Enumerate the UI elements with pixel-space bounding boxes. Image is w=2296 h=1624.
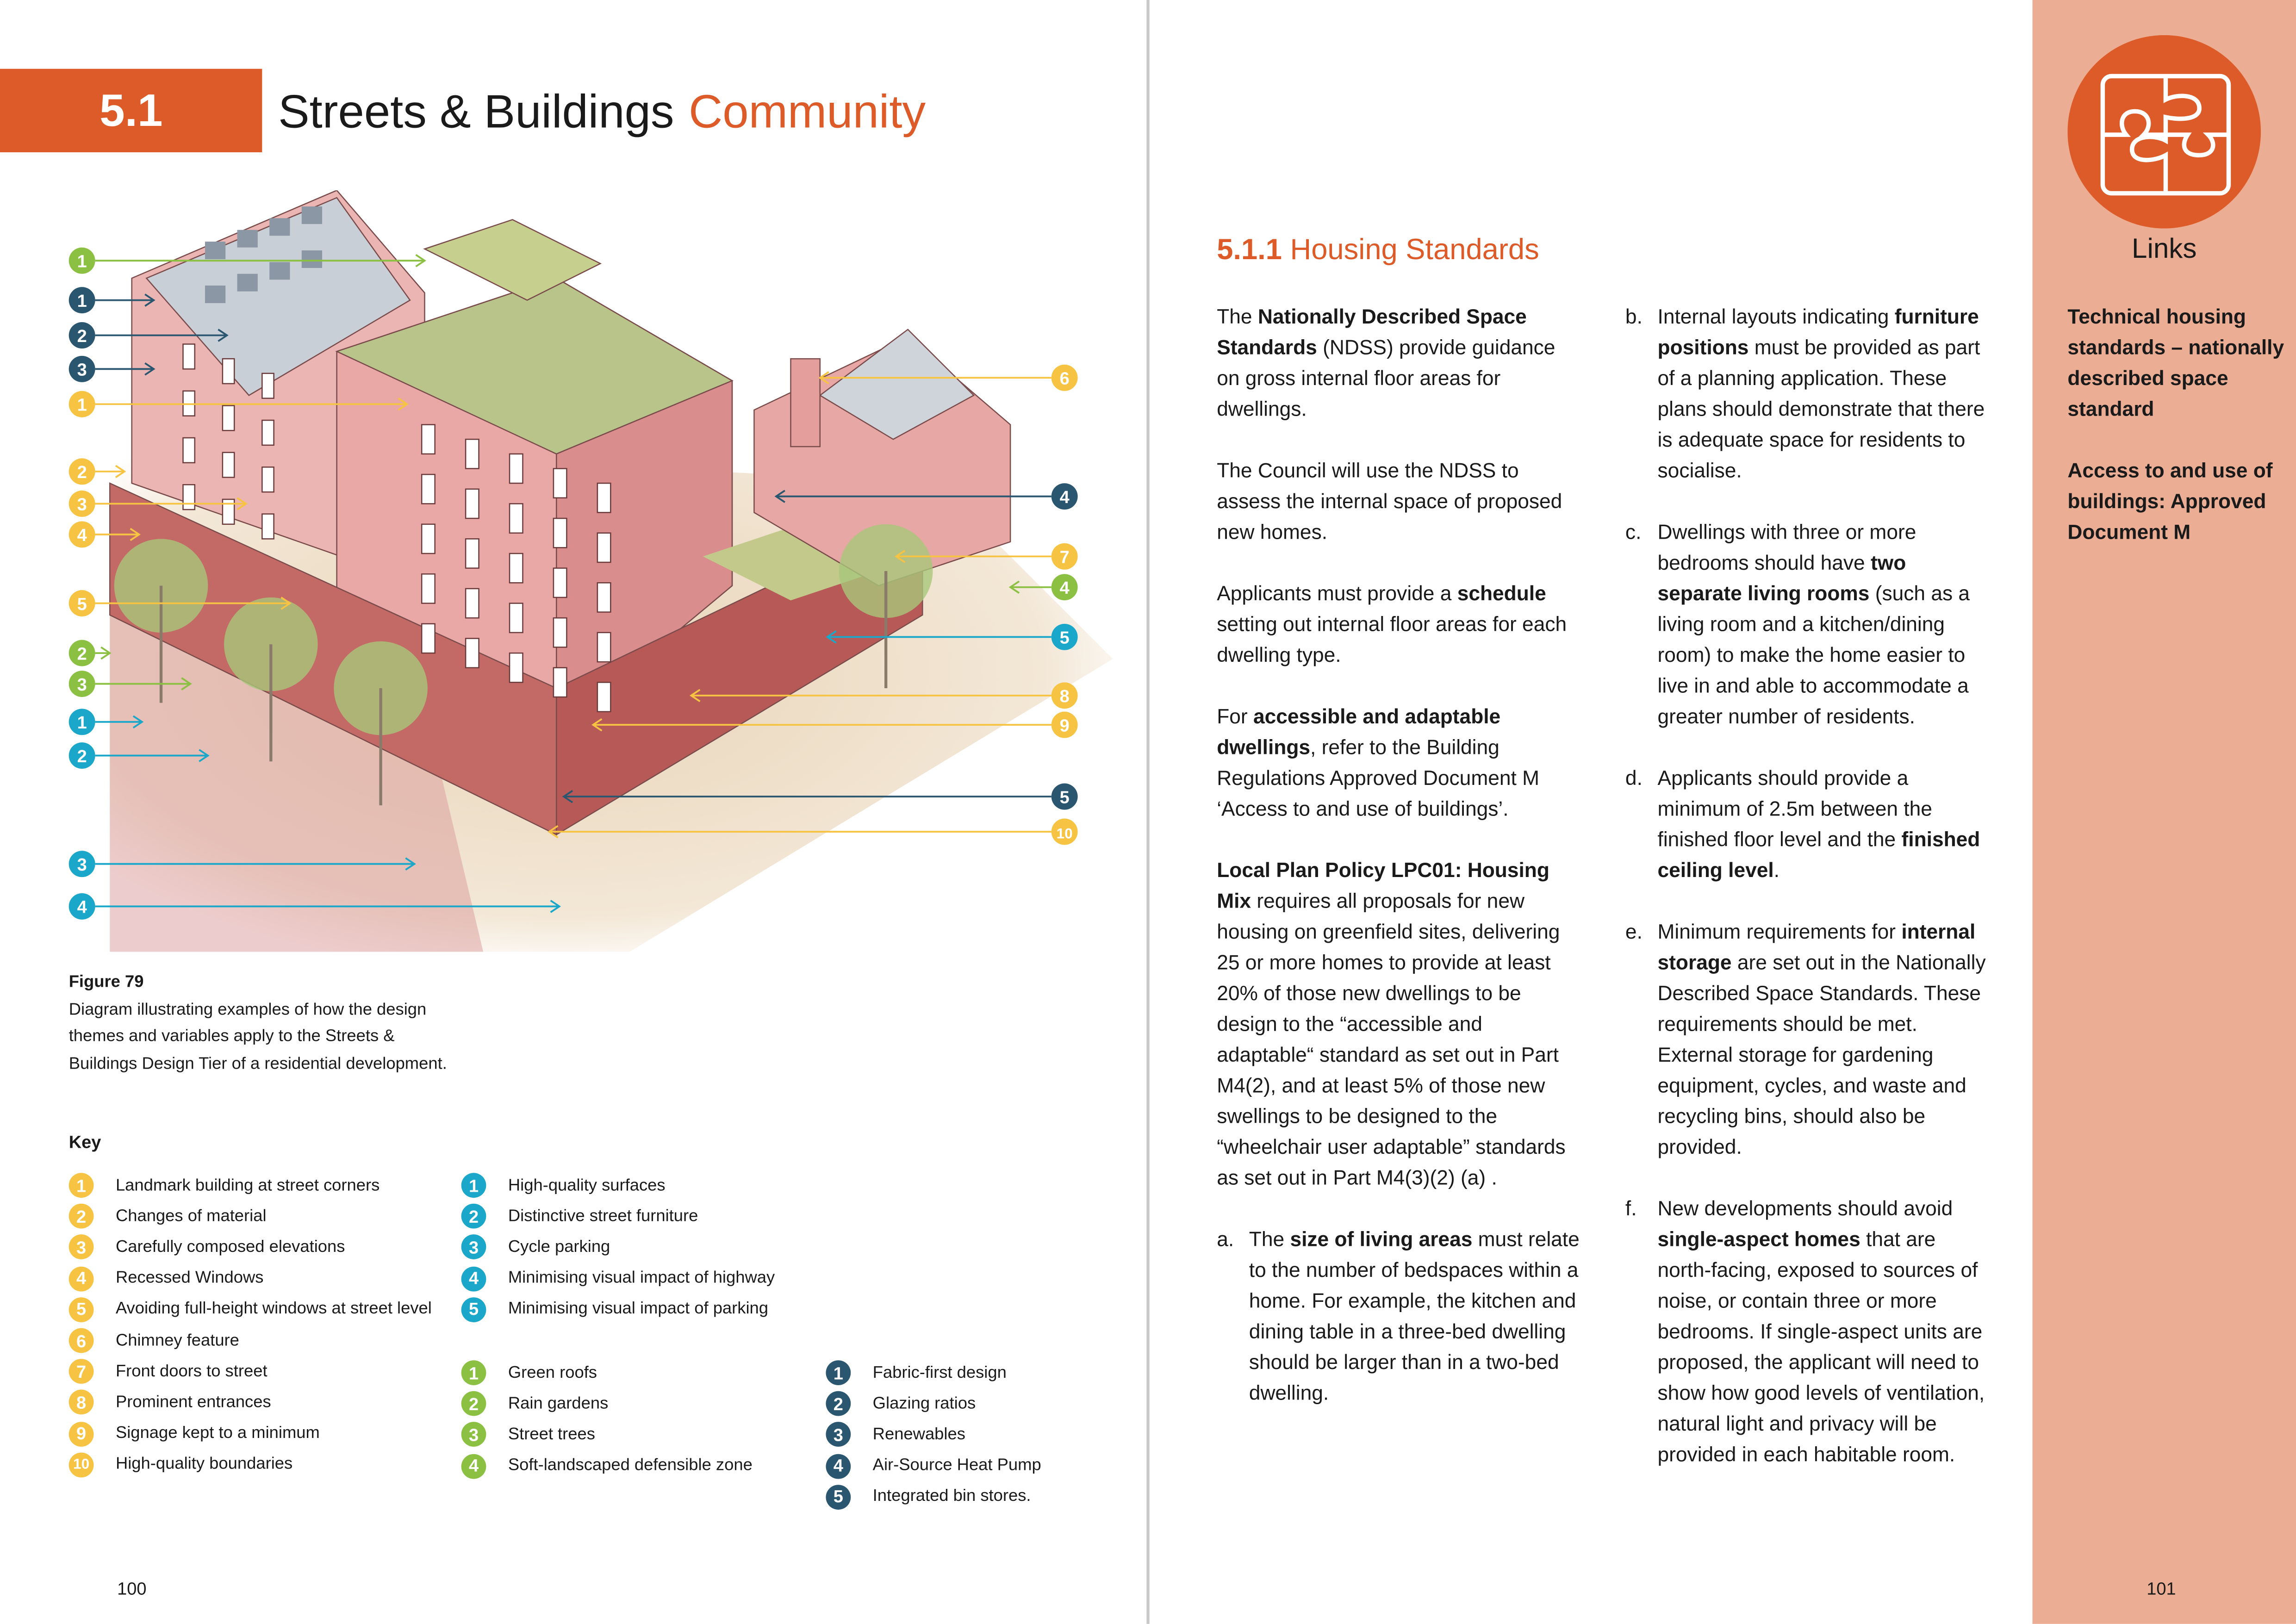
window <box>466 439 479 468</box>
key-item-yellow-8 <box>69 1390 271 1415</box>
window <box>183 438 194 463</box>
marker-number: 1 <box>77 395 87 415</box>
text: setting out internal floor areas for each dwelling type. <box>1217 612 1567 666</box>
key-label: Avoiding full-height windows at street level <box>115 1300 432 1319</box>
marker-number: 1 <box>77 291 87 311</box>
paragraph <box>1217 579 1580 671</box>
key-item-green-4 <box>461 1453 753 1478</box>
window <box>597 533 610 562</box>
key-item-navy-2 <box>826 1391 976 1416</box>
marker-number: 4 <box>77 526 87 546</box>
text: , refer to the Building Regulations Approved Document M ‘Access to and use of buildings’. <box>1217 735 1540 820</box>
bold-text: accessible and adaptable dwellings <box>1217 704 1501 759</box>
key-badge: 5 <box>461 1297 486 1322</box>
key-label: High-quality boundaries <box>115 1456 293 1474</box>
title-accent: Community <box>689 85 926 138</box>
marker-number: 3 <box>77 360 87 380</box>
paragraph <box>1217 302 1580 425</box>
window <box>466 638 479 667</box>
bold-text: schedule <box>1457 581 1546 605</box>
title-main: Streets & Buildings <box>278 85 674 138</box>
list-text <box>1658 517 1991 732</box>
bold-text: size of living areas <box>1290 1227 1473 1251</box>
marker-number: 2 <box>77 463 87 483</box>
marker-number: 2 <box>77 644 87 664</box>
links-list <box>2067 302 2287 579</box>
key-item-green-3 <box>461 1422 595 1447</box>
section-number-label: 5.1.1 <box>1217 234 1282 267</box>
bold-text: Nationally Described Space Standards <box>1217 305 1527 359</box>
list-letter: b. <box>1625 305 1643 328</box>
key-badge: 5 <box>69 1297 94 1322</box>
key-item-navy-4 <box>826 1453 1041 1478</box>
key-label: Recessed Windows <box>115 1269 264 1288</box>
text: Dwellings with three or more bedrooms should have <box>1657 520 1916 574</box>
bold-text: two separate living rooms <box>1657 550 1906 605</box>
marker-number: 7 <box>1059 548 1070 567</box>
marker-number: 5 <box>1059 788 1070 808</box>
bold-text: internal storage <box>1657 919 1976 974</box>
text: must relate to the number of bedspaces within a home. For example, the kitchen and dining table in a three-bed dwelling should be larger than in a two-bed dwelling. <box>1249 1227 1580 1405</box>
key-label: Signage kept to a minimum <box>115 1425 320 1443</box>
marker-number: 2 <box>77 747 87 766</box>
key-badge: 4 <box>826 1453 851 1478</box>
list-item-f <box>1625 1194 1991 1470</box>
window <box>510 554 523 583</box>
key-label: Air-Source Heat Pump <box>872 1457 1041 1475</box>
section-number: 5.1 <box>0 69 262 152</box>
solar-panel <box>269 218 290 236</box>
list-text <box>1658 917 1991 1163</box>
text: New developments should avoid <box>1657 1196 1953 1220</box>
marker-number: 8 <box>1059 687 1070 707</box>
key-item-navy-1 <box>826 1360 1006 1385</box>
key-item-blue-5 <box>461 1297 768 1322</box>
key-badge: 8 <box>69 1390 94 1415</box>
window <box>554 568 566 597</box>
key-badge: 2 <box>69 1204 94 1229</box>
window <box>262 373 274 398</box>
marker-number: 1 <box>77 713 87 733</box>
key-item-blue-3 <box>461 1235 610 1260</box>
section-title: Housing Standards <box>1290 234 1539 267</box>
text: The <box>1249 1227 1290 1251</box>
key-label: Minimising visual impact of highway <box>508 1269 775 1288</box>
solar-panel <box>237 274 258 292</box>
window <box>223 405 234 430</box>
key-badge: 6 <box>69 1328 94 1353</box>
paragraph <box>1217 455 1580 548</box>
window <box>554 618 566 647</box>
list-item-c <box>1625 517 1991 732</box>
text: are set out in the Nationally Described Space Standards. These requirements should be met. External storage for gardening equipment, cycles, and waste and recycling bins, should also be provided. <box>1657 950 1986 1158</box>
text: requires all proposals for new housing on greenfield sites, delivering 25 or more homes to provide at least 20% of those new dwellings to be design to the “accessible and adaptable“ standard as set out in Part M4(2), and at least 5% of those new swellings to be designed to the “wheelchair user adaptable” standards as set out in Part M4(3)(2) (a) . <box>1217 889 1566 1189</box>
key-item-yellow-5 <box>69 1297 432 1322</box>
key-badge: 10 <box>69 1452 94 1477</box>
text: For <box>1217 704 1253 728</box>
marker-number: 3 <box>77 675 87 695</box>
marker-number: 4 <box>77 897 87 917</box>
marker-number: 4 <box>1059 578 1070 598</box>
marker-number: 5 <box>77 594 87 614</box>
paragraph <box>1217 855 1580 1194</box>
key-badge: 1 <box>461 1173 486 1198</box>
window <box>597 483 610 512</box>
key-badge: 4 <box>461 1453 486 1478</box>
paragraph <box>1217 702 1580 825</box>
window <box>597 633 610 662</box>
isometric-building-diagram <box>59 190 1113 966</box>
window <box>422 574 435 603</box>
key-badge: 7 <box>69 1359 94 1384</box>
key-title: Key <box>68 1132 101 1152</box>
key-badge: 3 <box>826 1422 851 1447</box>
window <box>422 624 435 653</box>
figure-caption <box>69 970 450 1078</box>
key-label: Carefully composed elevations <box>115 1238 345 1257</box>
key-item-yellow-2 <box>69 1204 267 1229</box>
list-text <box>1249 1224 1580 1409</box>
list-letter: a. <box>1217 1227 1234 1251</box>
links-title: Links <box>2132 234 2197 265</box>
text: Applicants should provide a minimum of 2.5m between the finished floor level and the <box>1657 765 1932 851</box>
key-badge: 1 <box>826 1360 851 1385</box>
key-badge: 5 <box>826 1485 851 1510</box>
key-label: Distinctive street furniture <box>508 1207 698 1226</box>
text: Internal layouts indicating <box>1657 305 1895 328</box>
marker-number: 4 <box>1059 487 1070 507</box>
chimney <box>791 359 820 447</box>
list-item-b <box>1625 302 1991 486</box>
solar-panel <box>237 230 258 248</box>
key-badge: 9 <box>69 1421 94 1446</box>
key-item-blue-2 <box>461 1204 698 1229</box>
key-label: Integrated bin stores. <box>872 1488 1031 1506</box>
link-item[interactable]: Access to and use of buildings: Approved Document M <box>2067 458 2273 543</box>
key-badge: 4 <box>69 1266 94 1291</box>
page-spine <box>1146 0 1149 1624</box>
key-label: Cycle parking <box>508 1238 610 1257</box>
text: that are north-facing, exposed to sources of noise, or contain three or more bedrooms. If single-aspect units are proposed, the applicant will need to show how good levels of ventilation, natural light and privacy will be provided in each habitable room. <box>1657 1227 1985 1466</box>
window <box>510 653 523 682</box>
section-heading <box>1217 234 1539 268</box>
text: The <box>1217 305 1258 328</box>
marker-number: 6 <box>1059 369 1070 389</box>
key-label: Street trees <box>508 1426 595 1444</box>
window <box>422 524 435 554</box>
window <box>466 539 479 568</box>
key-label: Soft-landscaped defensible zone <box>508 1457 753 1475</box>
key-item-yellow-10 <box>69 1452 293 1477</box>
solar-panel <box>302 250 322 268</box>
page-number-left: 100 <box>117 1578 147 1599</box>
key-badge: 2 <box>826 1391 851 1416</box>
marker-number: 10 <box>1056 825 1073 842</box>
window <box>554 668 566 697</box>
key-item-green-2 <box>461 1391 609 1416</box>
text: Applicants must provide a <box>1217 581 1457 605</box>
body-column-1 <box>1217 302 1580 1439</box>
window <box>262 514 274 539</box>
key-label: Front doors to street <box>115 1363 268 1381</box>
key-item-yellow-9 <box>69 1421 320 1446</box>
key-label: Rain gardens <box>508 1395 609 1413</box>
list-letter: d. <box>1625 765 1643 790</box>
window <box>597 583 610 612</box>
key-label: Landmark building at street corners <box>115 1176 380 1195</box>
list-text <box>1658 302 1991 486</box>
key-badge: 2 <box>461 1204 486 1229</box>
key-label: Prominent entrances <box>115 1394 271 1412</box>
marker-number: 1 <box>77 252 87 272</box>
key-item-green-1 <box>461 1360 597 1385</box>
marker-number: 3 <box>77 495 87 515</box>
list-letter: c. <box>1625 520 1642 543</box>
key-item-yellow-6 <box>69 1328 239 1353</box>
key-label: Green roofs <box>508 1364 597 1382</box>
list-item-d <box>1625 763 1991 886</box>
key-badge: 1 <box>69 1173 94 1198</box>
solar-panel <box>302 206 322 224</box>
key-badge: 3 <box>69 1235 94 1260</box>
window <box>554 518 566 548</box>
window <box>510 454 523 483</box>
text: must be provided as part of a planning application. These plans should demonstrate that there is adequate space for residents to socialise. <box>1657 335 1985 482</box>
key-label: Glazing ratios <box>872 1395 976 1413</box>
window <box>223 359 234 384</box>
figure-label: Figure 79 <box>68 973 144 991</box>
key-badge: 4 <box>461 1266 486 1291</box>
key-badge: 1 <box>461 1360 486 1385</box>
text: (NDSS) provide guidance on gross internal floor areas for dwellings. <box>1217 335 1556 421</box>
key-label: High-quality surfaces <box>508 1176 666 1195</box>
list-text <box>1658 1194 1991 1470</box>
solar-panel <box>269 262 290 280</box>
page-number-right: 101 <box>2147 1578 2176 1599</box>
marker-number: 5 <box>1059 628 1070 648</box>
bold-text: finished ceiling level <box>1657 827 1980 882</box>
bold-text: furniture positions <box>1657 305 1979 359</box>
key-item-navy-5 <box>826 1485 1031 1510</box>
list-item-a <box>1217 1224 1580 1409</box>
key-item-yellow-3 <box>69 1235 345 1260</box>
key-badge: 2 <box>461 1391 486 1416</box>
key-item-navy-3 <box>826 1422 965 1447</box>
key-label: Minimising visual impact of parking <box>508 1300 769 1319</box>
marker-number: 9 <box>1059 716 1070 736</box>
solar-panel <box>205 242 225 259</box>
window <box>183 485 194 510</box>
window <box>466 489 479 518</box>
window <box>466 589 479 618</box>
key-label: Changes of material <box>115 1207 267 1226</box>
key-item-yellow-1 <box>69 1173 380 1198</box>
list-letter: e. <box>1625 919 1643 943</box>
window <box>422 425 435 454</box>
window <box>262 420 274 445</box>
key-badge: 3 <box>461 1422 486 1447</box>
text: (such as a living room and a kitchen/dining room) to make the home easier to live in and able to accommodate a greater number of residents. <box>1657 581 1970 728</box>
bold-text: Local Plan Policy LPC01: Housing Mix <box>1217 858 1549 913</box>
link-item[interactable]: Technical housing standards – nationally described space standard <box>2067 305 2284 421</box>
key-item-blue-4 <box>461 1266 775 1291</box>
window <box>597 682 610 711</box>
window <box>510 604 523 633</box>
list-item-e <box>1625 917 1991 1163</box>
page-title <box>278 85 926 139</box>
window <box>223 453 234 478</box>
marker-number: 3 <box>77 855 87 875</box>
solar-panel <box>205 286 225 303</box>
key-item-blue-1 <box>461 1173 666 1198</box>
key-item-yellow-4 <box>69 1266 264 1291</box>
marker-number: 2 <box>77 326 87 346</box>
key-label: Fabric-first design <box>872 1364 1007 1382</box>
key-badge: 3 <box>461 1235 486 1260</box>
window <box>510 504 523 533</box>
window <box>422 474 435 504</box>
figure-caption-text: Diagram illustrating examples of how the design themes and variables apply to the Streets & Buildings Design Tier of a residential development. <box>68 1001 447 1073</box>
text: . <box>1773 858 1780 882</box>
bold-text: single-aspect homes <box>1657 1227 1860 1251</box>
text: The Council will use the NDSS to assess the internal space of proposed new homes. <box>1217 458 1562 543</box>
key-label: Renewables <box>872 1426 965 1444</box>
window <box>183 344 194 369</box>
marker-green-2 <box>69 640 110 666</box>
body-column-2 <box>1625 302 1991 1501</box>
puzzle-icon <box>2067 35 2261 229</box>
list-text <box>1658 763 1991 886</box>
key-label: Chimney feature <box>115 1332 239 1350</box>
window <box>554 468 566 498</box>
key-item-yellow-7 <box>69 1359 268 1384</box>
text: Minimum requirements for <box>1657 919 1902 943</box>
list-letter: f. <box>1625 1196 1637 1220</box>
window <box>262 467 274 492</box>
